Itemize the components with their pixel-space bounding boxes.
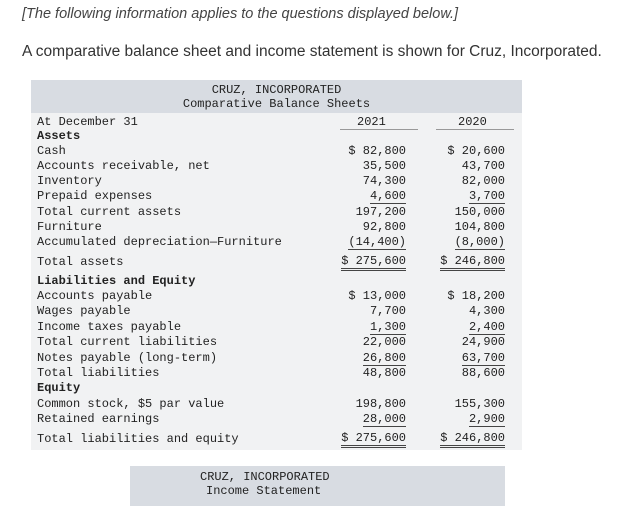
income-company-name: CRUZ, INCORPORATED [200,470,330,484]
value-accounts-payable-2021: $ 13,000 [348,289,406,303]
value-accounts-payable-2020: $ 18,200 [447,289,505,303]
value-total-assets-2020: $ 246,800 [440,254,505,271]
row-label-equity: Equity [37,381,81,395]
row-label-accumulated-depreciation: Accumulated depreciation—Furniture [37,235,282,249]
value-prepaid-expenses-2020: 3,700 [468,189,505,203]
value-cash-2020: $ 20,600 [447,144,505,158]
value-furniture-2020: 104,800 [454,220,505,234]
column-rule-2020 [436,129,514,130]
income-statement-table [130,466,505,506]
row-label-prepaid-expenses: Prepaid expenses [37,189,153,203]
income-statement-title: Income Statement [206,484,322,498]
value-notes-payable-2020: 63,700 [461,351,505,365]
row-label-wages-payable: Wages payable [37,304,131,318]
value-inventory-2020: 82,000 [461,174,505,188]
row-label-notes-payable: Notes payable (long-term) [37,351,218,365]
company-name: CRUZ, INCORPORATED [211,83,342,97]
row-label-cash: Cash [37,144,66,158]
value-inventory-2021: 74,300 [362,174,406,188]
row-label-accounts-receivable: Accounts receivable, net [37,159,210,173]
column-header-2021: 2021 [357,115,386,129]
value-total-current-assets-2020: 150,000 [454,205,505,219]
column-header-2020: 2020 [458,115,487,129]
value-total-current-assets-2021: 197,200 [355,205,406,219]
value-income-taxes-payable-2020: 2,400 [468,320,505,334]
value-retained-earnings-2021: 28,000 [362,412,406,426]
value-notes-payable-2021: 26,800 [362,351,406,365]
intro-note: [The following information applies to the questions displayed below.] [22,6,459,22]
value-accumulated-depreciation-2020: (8,000) [454,235,505,249]
lead-text: A comparative balance sheet and income statement is shown for Cruz, Incorporated. [22,43,602,60]
value-total-assets-2021: $ 275,600 [341,254,406,271]
row-label-inventory: Inventory [37,174,102,188]
value-furniture-2021: 92,800 [362,220,406,234]
row-label-common-stock: Common stock, $5 par value [37,397,225,411]
value-common-stock-2021: 198,800 [355,397,406,411]
value-retained-earnings-2020: 2,900 [468,412,505,426]
row-label-total-assets: Total assets [37,255,124,269]
value-wages-payable-2021: 7,700 [369,304,406,318]
income-statement-header [130,466,505,506]
as-of-label: At December 31 [37,115,138,129]
value-total-liabilities-2021: 48,800 [362,366,406,380]
row-label-total-liabilities: Total liabilities [37,366,160,380]
row-label-assets: Assets [37,129,81,143]
value-wages-payable-2020: 4,300 [468,304,505,318]
row-label-total-liabilities-and-equity: Total liabilities and equity [37,432,239,446]
row-label-income-taxes-payable: Income taxes payable [37,320,182,334]
value-accounts-receivable-2021: 35,500 [362,159,406,173]
value-total-liabilities-and-equity-2021: $ 275,600 [341,431,406,448]
value-total-liabilities-2020: 88,600 [461,366,505,380]
balance-sheet-header [31,80,522,113]
value-accounts-receivable-2020: 43,700 [461,159,505,173]
row-label-total-current-liabilities: Total current liabilities [37,335,218,349]
value-prepaid-expenses-2021: 4,600 [369,189,406,203]
row-label-accounts-payable: Accounts payable [37,289,153,303]
row-label-total-current-assets: Total current assets [37,205,182,219]
value-accumulated-depreciation-2021: (14,400) [348,235,406,249]
value-total-current-liabilities-2021: 22,000 [362,335,406,349]
value-cash-2021: $ 82,800 [348,144,406,158]
row-label-retained-earnings: Retained earnings [37,412,160,426]
value-total-liabilities-and-equity-2020: $ 246,800 [440,431,505,448]
value-income-taxes-payable-2021: 1,300 [369,320,406,334]
value-common-stock-2020: 155,300 [454,397,505,411]
balance-sheet-table [31,80,522,450]
value-total-current-liabilities-2020: 24,900 [461,335,505,349]
column-rule-2021 [340,129,418,130]
statement-title: Comparative Balance Sheets [182,97,371,111]
row-label-liabilities-and-equity: Liabilities and Equity [37,274,196,288]
row-label-furniture: Furniture [37,220,102,234]
